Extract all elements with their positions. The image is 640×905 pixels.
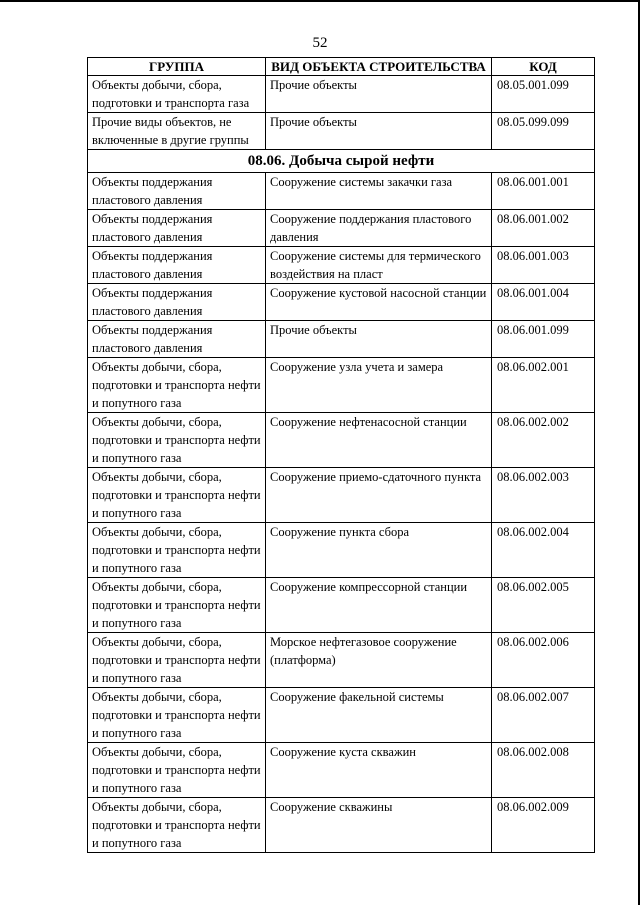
table-body-before	[88, 76, 595, 150]
table-row	[88, 633, 595, 688]
type-cell: Сооружение пункта сбора	[266, 523, 492, 578]
group-cell: Объекты поддержания пластового давления	[88, 321, 266, 358]
code-cell: 08.06.002.005	[492, 578, 595, 633]
table-row	[88, 113, 595, 150]
group-cell: Объекты поддержания пластового давления	[88, 284, 266, 321]
type-cell: Сооружение системы для термического воздействия на пласт	[266, 247, 492, 284]
page-edge-top	[0, 0, 640, 2]
table-body-main	[88, 173, 595, 853]
type-cell: Сооружение узла учета и замера	[266, 358, 492, 413]
table-row	[88, 578, 595, 633]
code-cell: 08.06.002.004	[492, 523, 595, 578]
table-row	[88, 247, 595, 284]
section-row	[88, 150, 595, 173]
type-cell: Сооружение факельной системы	[266, 688, 492, 743]
code-cell: 08.05.001.099	[492, 76, 595, 113]
group-cell: Объекты добычи, сбора, подготовки и транспорта нефти и попутного газа	[88, 578, 266, 633]
group-cell: Объекты добычи, сбора, подготовки и транспорта нефти и попутного газа	[88, 743, 266, 798]
group-cell: Объекты добычи, сбора, подготовки и транспорта нефти и попутного газа	[88, 523, 266, 578]
table-row	[88, 284, 595, 321]
code-cell: 08.06.002.009	[492, 798, 595, 853]
table-row	[88, 688, 595, 743]
group-cell: Объекты добычи, сбора, подготовки и транспорта нефти и попутного газа	[88, 688, 266, 743]
group-cell: Объекты поддержания пластового давления	[88, 210, 266, 247]
code-cell: 08.06.002.002	[492, 413, 595, 468]
section-title: 08.06. Добыча сырой нефти	[88, 150, 595, 173]
type-cell: Морское нефтегазовое сооружение (платформа)	[266, 633, 492, 688]
group-cell: Объекты добычи, сбора, подготовки и транспорта нефти и попутного газа	[88, 358, 266, 413]
header-code: КОД	[492, 58, 595, 76]
type-cell: Сооружение куста скважин	[266, 743, 492, 798]
group-cell: Объекты поддержания пластового давления	[88, 247, 266, 284]
type-cell: Прочие объекты	[266, 321, 492, 358]
table-row	[88, 743, 595, 798]
table-row	[88, 798, 595, 853]
code-cell: 08.06.001.004	[492, 284, 595, 321]
group-cell: Объекты добычи, сбора, подготовки и транспорта нефти и попутного газа	[88, 468, 266, 523]
table-row	[88, 173, 595, 210]
type-cell: Сооружение кустовой насосной станции	[266, 284, 492, 321]
code-cell: 08.05.099.099	[492, 113, 595, 150]
code-cell: 08.06.002.003	[492, 468, 595, 523]
header-group: ГРУППА	[88, 58, 266, 76]
table-row	[88, 358, 595, 413]
table-row	[88, 321, 595, 358]
group-cell: Объекты добычи, сбора, подготовки и транспорта нефти и попутного газа	[88, 633, 266, 688]
group-cell: Объекты добычи, сбора, подготовки и транспорта газа	[88, 76, 266, 113]
group-cell: Прочие виды объектов, не включенные в другие группы	[88, 113, 266, 150]
code-cell: 08.06.001.001	[492, 173, 595, 210]
table-row	[88, 468, 595, 523]
type-cell: Сооружение системы закачки газа	[266, 173, 492, 210]
type-cell: Прочие объекты	[266, 113, 492, 150]
code-cell: 08.06.001.099	[492, 321, 595, 358]
table-row	[88, 210, 595, 247]
table-row	[88, 413, 595, 468]
code-cell: 08.06.001.003	[492, 247, 595, 284]
table-row	[88, 523, 595, 578]
type-cell: Сооружение поддержания пластового давления	[266, 210, 492, 247]
type-cell: Сооружение скважины	[266, 798, 492, 853]
group-cell: Объекты добычи, сбора, подготовки и транспорта нефти и попутного газа	[88, 798, 266, 853]
code-cell: 08.06.001.002	[492, 210, 595, 247]
table-header-row	[88, 58, 595, 76]
code-cell: 08.06.002.007	[492, 688, 595, 743]
type-cell: Сооружение приемо-сдаточного пункта	[266, 468, 492, 523]
table-row	[88, 76, 595, 113]
classification-table	[87, 57, 595, 853]
type-cell: Сооружение нефтенасосной станции	[266, 413, 492, 468]
code-cell: 08.06.002.008	[492, 743, 595, 798]
type-cell: Прочие объекты	[266, 76, 492, 113]
header-type: ВИД ОБЪЕКТА СТРОИТЕЛЬСТВА	[266, 58, 492, 76]
code-cell: 08.06.002.001	[492, 358, 595, 413]
group-cell: Объекты поддержания пластового давления	[88, 173, 266, 210]
page-number: 52	[312, 35, 328, 51]
type-cell: Сооружение компрессорной станции	[266, 578, 492, 633]
group-cell: Объекты добычи, сбора, подготовки и транспорта нефти и попутного газа	[88, 413, 266, 468]
code-cell: 08.06.002.006	[492, 633, 595, 688]
